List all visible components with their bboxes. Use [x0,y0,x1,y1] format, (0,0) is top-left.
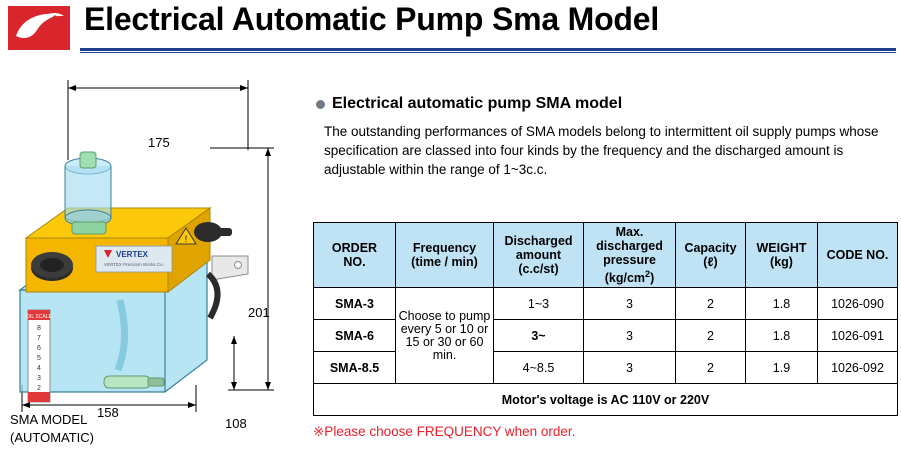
col-capacity-l2: (ℓ) [703,255,718,270]
svg-text:VERTEX Precision Works Co.: VERTEX Precision Works Co. [104,262,164,267]
svg-text:VERTEX: VERTEX [116,250,149,259]
bullet-dot-icon [316,100,325,109]
cell-capacity: 2 [676,288,746,320]
cell-amount: 3~ [494,320,584,352]
cell-pressure: 3 [584,320,676,352]
cell-order-no: SMA-8.5 [314,352,396,384]
svg-text:7: 7 [37,335,41,342]
product-illustration [0,60,300,460]
cell-frequency: Choose to pump every 5 or 10 or 15 or 30 or 60 min. [396,288,494,384]
col-discharged-amount [494,223,584,288]
col-frequency-l1: Frequency [412,241,477,256]
svg-text:8: 8 [37,325,41,332]
col-frequency [396,223,494,288]
cell-weight: 1.8 [746,288,818,320]
col-order-no-l1: ORDER [331,241,378,256]
cell-pressure: 3 [584,352,676,384]
dimension-depth: 108 [225,416,247,431]
cell-code-no: 1026-092 [818,352,898,384]
illustration-caption-line1: SMA MODEL [10,412,88,427]
table-header-row [314,223,898,288]
spec-table-wrapper [313,222,897,416]
illustration-caption-line2: (AUTOMATIC) [10,430,95,445]
cell-pressure: 3 [584,288,676,320]
eagle-logo-icon [8,6,70,50]
cell-motor-voltage-note: Motor's voltage is AC 110V or 220V [314,384,898,416]
svg-text:3: 3 [37,375,41,382]
cell-order-no: SMA-3 [314,288,396,320]
spec-table [313,222,898,416]
section-heading: Electrical automatic pump SMA model [332,95,623,112]
svg-text:5: 5 [37,355,41,362]
order-footnote: ※Please choose FREQUENCY when order. [313,424,576,439]
col-capacity [676,223,746,288]
table-row [314,288,898,320]
cell-amount: 4~8.5 [494,352,584,384]
svg-text:2: 2 [37,385,41,392]
cell-order-no: SMA-6 [314,320,396,352]
cell-code-no: 1026-091 [818,320,898,352]
col-code-no [818,223,898,288]
header-divider [80,48,896,51]
cell-amount: 1~3 [494,288,584,320]
col-max-pressure-l1: Max. [615,225,644,239]
col-order-no [314,223,396,288]
page-header [0,0,901,58]
svg-text:6: 6 [37,345,41,352]
col-weight [746,223,818,288]
header-divider-thin [80,52,896,53]
col-discharged-amount-l3: (c.c/st) [518,262,559,277]
col-frequency-l2: (time / min) [411,255,478,270]
page-title: Electrical Automatic Pump Sma Model [84,1,660,37]
col-capacity-l1: Capacity [684,241,737,256]
svg-text:4: 4 [37,365,41,372]
col-max-pressure [584,223,676,288]
dimension-width-bottom: 158 [97,405,119,420]
svg-text:OIL SCALE: OIL SCALE [26,314,52,320]
col-max-pressure-l2: discharged [596,239,663,253]
cell-capacity: 2 [676,320,746,352]
col-max-pressure-l3: pressure [603,253,656,267]
cell-weight: 1.8 [746,320,818,352]
dimension-width-top: 175 [148,135,170,150]
cell-code-no: 1026-090 [818,288,898,320]
col-weight-l2: (kg) [770,255,793,270]
dimension-height-right: 201 [248,305,270,320]
col-discharged-amount-l1: Discharged [504,234,573,249]
col-weight-l1: WEIGHT [756,241,807,256]
cell-weight: 1.9 [746,352,818,384]
cell-capacity: 2 [676,352,746,384]
col-code-no-l1: CODE NO. [826,248,889,263]
col-max-pressure-l4: $(kg/cm^2)$ [604,269,655,286]
table-note-row [314,384,898,416]
col-order-no-l2: NO. [343,255,366,270]
pump-drawing [0,60,300,460]
col-discharged-amount-l2: amount [515,248,562,263]
svg-text:!: ! [184,234,188,244]
section-paragraph: The outstanding performances of SMA models belong to intermittent oil supply pumps whose specification are classed into four kinds by the frequency and the discharged amount is adjustable within the range of 1~3c.c. [324,124,879,177]
